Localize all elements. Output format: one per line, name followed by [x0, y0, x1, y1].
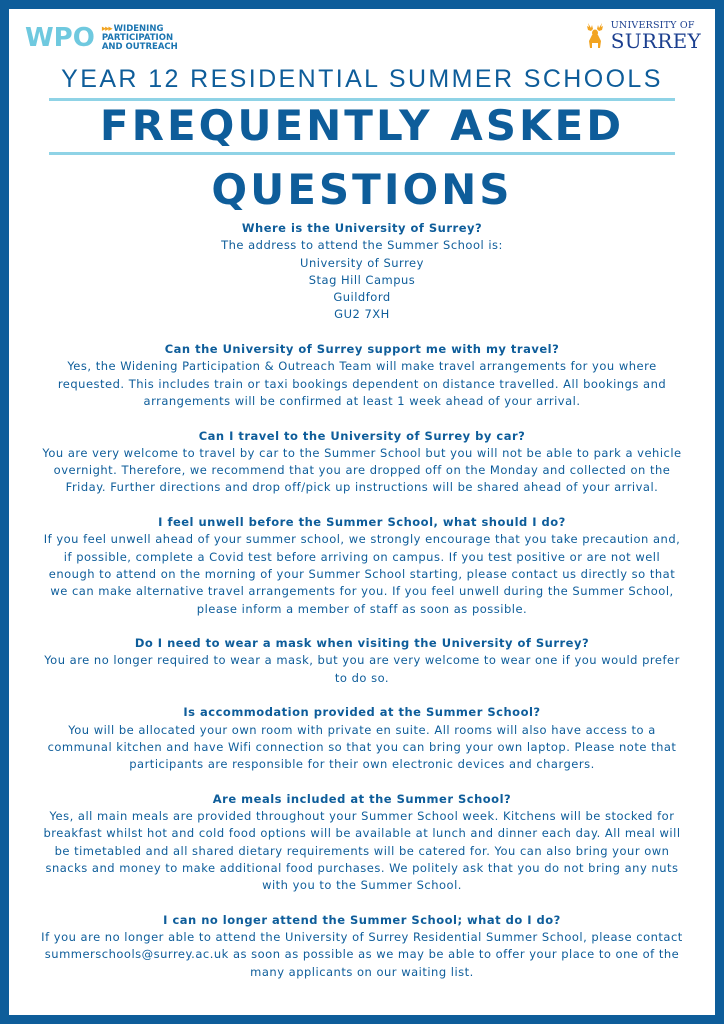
faq-question: Is accommodation provided at the Summer School?: [183, 705, 541, 720]
faq-question: Where is the University of Surrey?: [241, 221, 483, 235]
wpo-logo-text: [102, 25, 178, 52]
faq-item: [39, 791, 685, 895]
faq-question: I can no longer attend the Summer School; what do I do?: [163, 912, 561, 927]
faq-question: Can the University of Surrey support me with my travel?: [164, 342, 560, 357]
wpo-logo-line3: AND OUTREACH: [101, 41, 178, 52]
subtitle-heading: YEAR 12 RESIDENTIAL SUMMER SCHOOLS: [61, 65, 663, 93]
faq-answer: [39, 237, 685, 323]
faq-question: Are meals included at the Summer School?: [212, 791, 512, 806]
faq-answer: [39, 652, 685, 687]
faq-item: [39, 428, 685, 497]
surrey-logo-text: [611, 21, 701, 51]
faq-answer-line: Stag Hill Campus: [308, 272, 416, 287]
page-title-line2: QUESTIONS: [211, 165, 513, 214]
faq-answer-line: You will be allocated your own room with private en suite. All rooms will also have access to a communal kitchen and have Wifi connection so that you can bring your own laptop. Please note that participants are responsible for their own electronic devices and chargers.: [47, 722, 677, 772]
stag-crest-icon: [583, 21, 607, 51]
faq-answer: [39, 358, 685, 410]
faq-item: [39, 704, 685, 773]
faq-answer-line: You are very welcome to travel by car to the Summer School but you will not be able to park a vehicle overnight. Therefore, we recommend that you are dropped off on the Monday and collected on the Friday. Further directions and drop off/pick up instructions will be shared ahead of your arrival.: [42, 445, 682, 495]
faq-answer-line: Guildford: [333, 290, 391, 305]
faq-item: [39, 912, 685, 981]
faq-answer-line: If you feel unwell ahead of your summer school, we strongly encourage that you take precaution and, if possible, complete a Covid test before arriving on campus. If you test positive or are not well enough to attend on the morning of your Summer School starting, please contact us directly so that we can make alternative travel arrangements for you. If you feel unwell during the Summer School, please inform a member of staff as soon as possible.: [43, 532, 681, 616]
surrey-logo-line1: UNIVERSITY OF: [610, 20, 695, 32]
faq-list: [39, 220, 685, 998]
faq-answer: [39, 929, 685, 981]
faq-answer-line: Yes, the Widening Participation & Outreach Team will make travel arrangements for you where requested. This includes train or taxi bookings dependent on distance travelled. All bookings and arrangements will be confirmed at least 1 week ahead of your arrival.: [57, 359, 667, 408]
faq-answer-line: If you are no longer able to attend the University of Surrey Residential Summer School, please contact summerschools@surrey.ac.uk as soon as possible as we may be able to offer your place to one of the many applicants on our waiting list.: [41, 930, 683, 979]
divider-bottom: [49, 152, 675, 155]
wpo-logo-letters: WPO: [25, 23, 95, 53]
page-title-line1: FREQUENTLY ASKED: [99, 101, 625, 150]
faq-answer: [39, 531, 685, 617]
faq-question: Do I need to wear a mask when visiting the University of Surrey?: [134, 636, 590, 651]
faq-item: [39, 341, 685, 410]
faq-answer: [39, 445, 685, 497]
faq-answer-line: GU2 7XH: [334, 307, 390, 322]
faq-item: [39, 514, 685, 618]
wpo-logo-line2: PARTICIPATION: [101, 32, 174, 43]
faq-question: Can I travel to the University of Surrey by car?: [198, 428, 526, 443]
faq-answer-line: Yes, all main meals are provided throughout your Summer School week. Kitchens will be stocked for breakfast whilst hot and cold food options will be available at lunch and dinner each day. All meal will be timetabled and all shared dietary requirements will be catered for. You can also bring your own snacks and money to make additional food purchases. We politely ask that you do not bring any nuts with you to the Summer School.: [43, 809, 681, 893]
faq-item: [39, 635, 685, 687]
faq-answer-line: University of Surrey: [300, 255, 424, 270]
faq-answer-line: The address to attend the Summer School is:: [221, 238, 503, 253]
faq-answer: [39, 722, 685, 774]
surrey-logo: [583, 21, 701, 51]
wpo-logo: [25, 23, 178, 53]
faq-question: I feel unwell before the Summer School, what should I do?: [158, 515, 566, 530]
faq-answer: [39, 808, 685, 894]
wpo-logo-line1: WIDENING: [113, 23, 164, 34]
surrey-logo-line2: SURREY: [610, 28, 701, 53]
header: [21, 21, 701, 63]
faq-item: [39, 220, 685, 324]
wpo-arrows-icon: ▸▸▸: [101, 23, 112, 34]
faq-answer-line: You are no longer required to wear a mask, but you are very welcome to wear one if you would prefer to do so.: [44, 653, 680, 685]
